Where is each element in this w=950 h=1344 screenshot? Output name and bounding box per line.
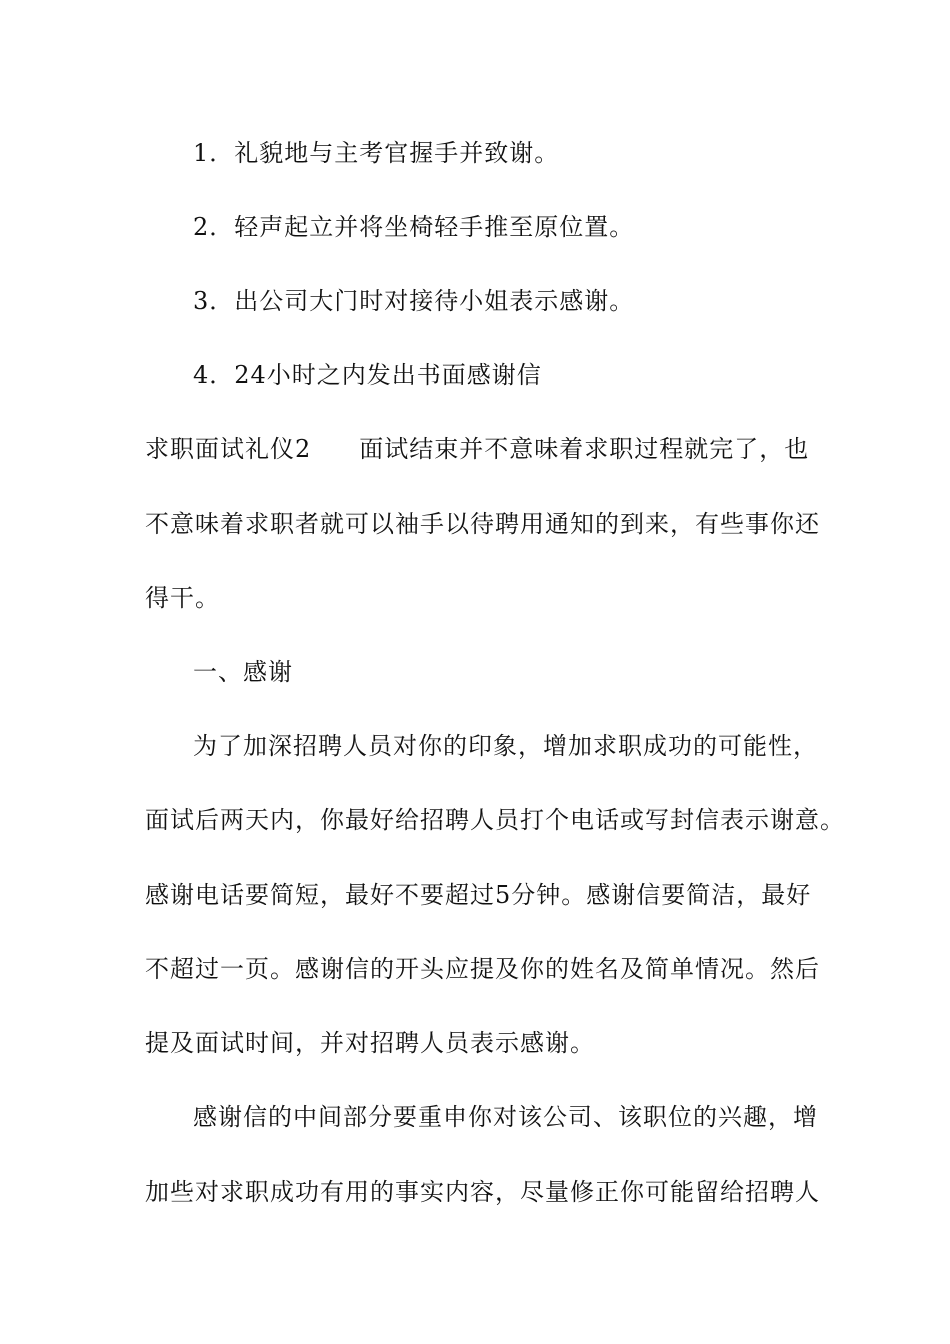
section-intro-line-1 [145,433,845,465]
intro-line-1: 面试结束并不意味着求职过程就完了，也 [359,435,810,463]
para-2-line-1: 感谢信的中间部分要重申你对该公司、该职位的兴趣，增 [193,1103,818,1131]
para-1-line-4: 不超过一页。感谢信的开头应提及你的姓名及简单情况。然后 [145,955,820,983]
para-1-line-5: 提及面试时间，并对招聘人员表示感谢。 [145,1029,595,1057]
intro-line-2: 不意味着求职者就可以袖手以待聘用通知的到来，有些事你还 [145,510,820,538]
para-1-line-1: 为了加深招聘人员对你的印象，增加求职成功的可能性， [193,732,818,760]
intro-line-3: 得干。 [145,584,220,612]
para-1-line-2: 面试后两天内，你最好给招聘人员打个电话或写封信表示谢意。 [145,806,845,834]
section-title: 求职面试礼仪2 [145,435,312,463]
list-item-3: 3．出公司大门时对接待小姐表示感谢。 [193,287,635,315]
para-2-line-2: 加些对求职成功有用的事实内容，尽量修正你可能留给招聘人 [145,1178,820,1206]
list-item-2: 2．轻声起立并将坐椅轻手推至原位置。 [193,213,635,241]
list-item-1: 1．礼貌地与主考官握手并致谢。 [193,139,560,167]
para-1-line-3: 感谢电话要简短，最好不要超过5分钟。感谢信要简洁，最好 [145,881,812,909]
list-item-4: 4．24小时之内发出书面感谢信 [193,361,542,389]
heading-thanks: 一、感谢 [193,658,293,686]
